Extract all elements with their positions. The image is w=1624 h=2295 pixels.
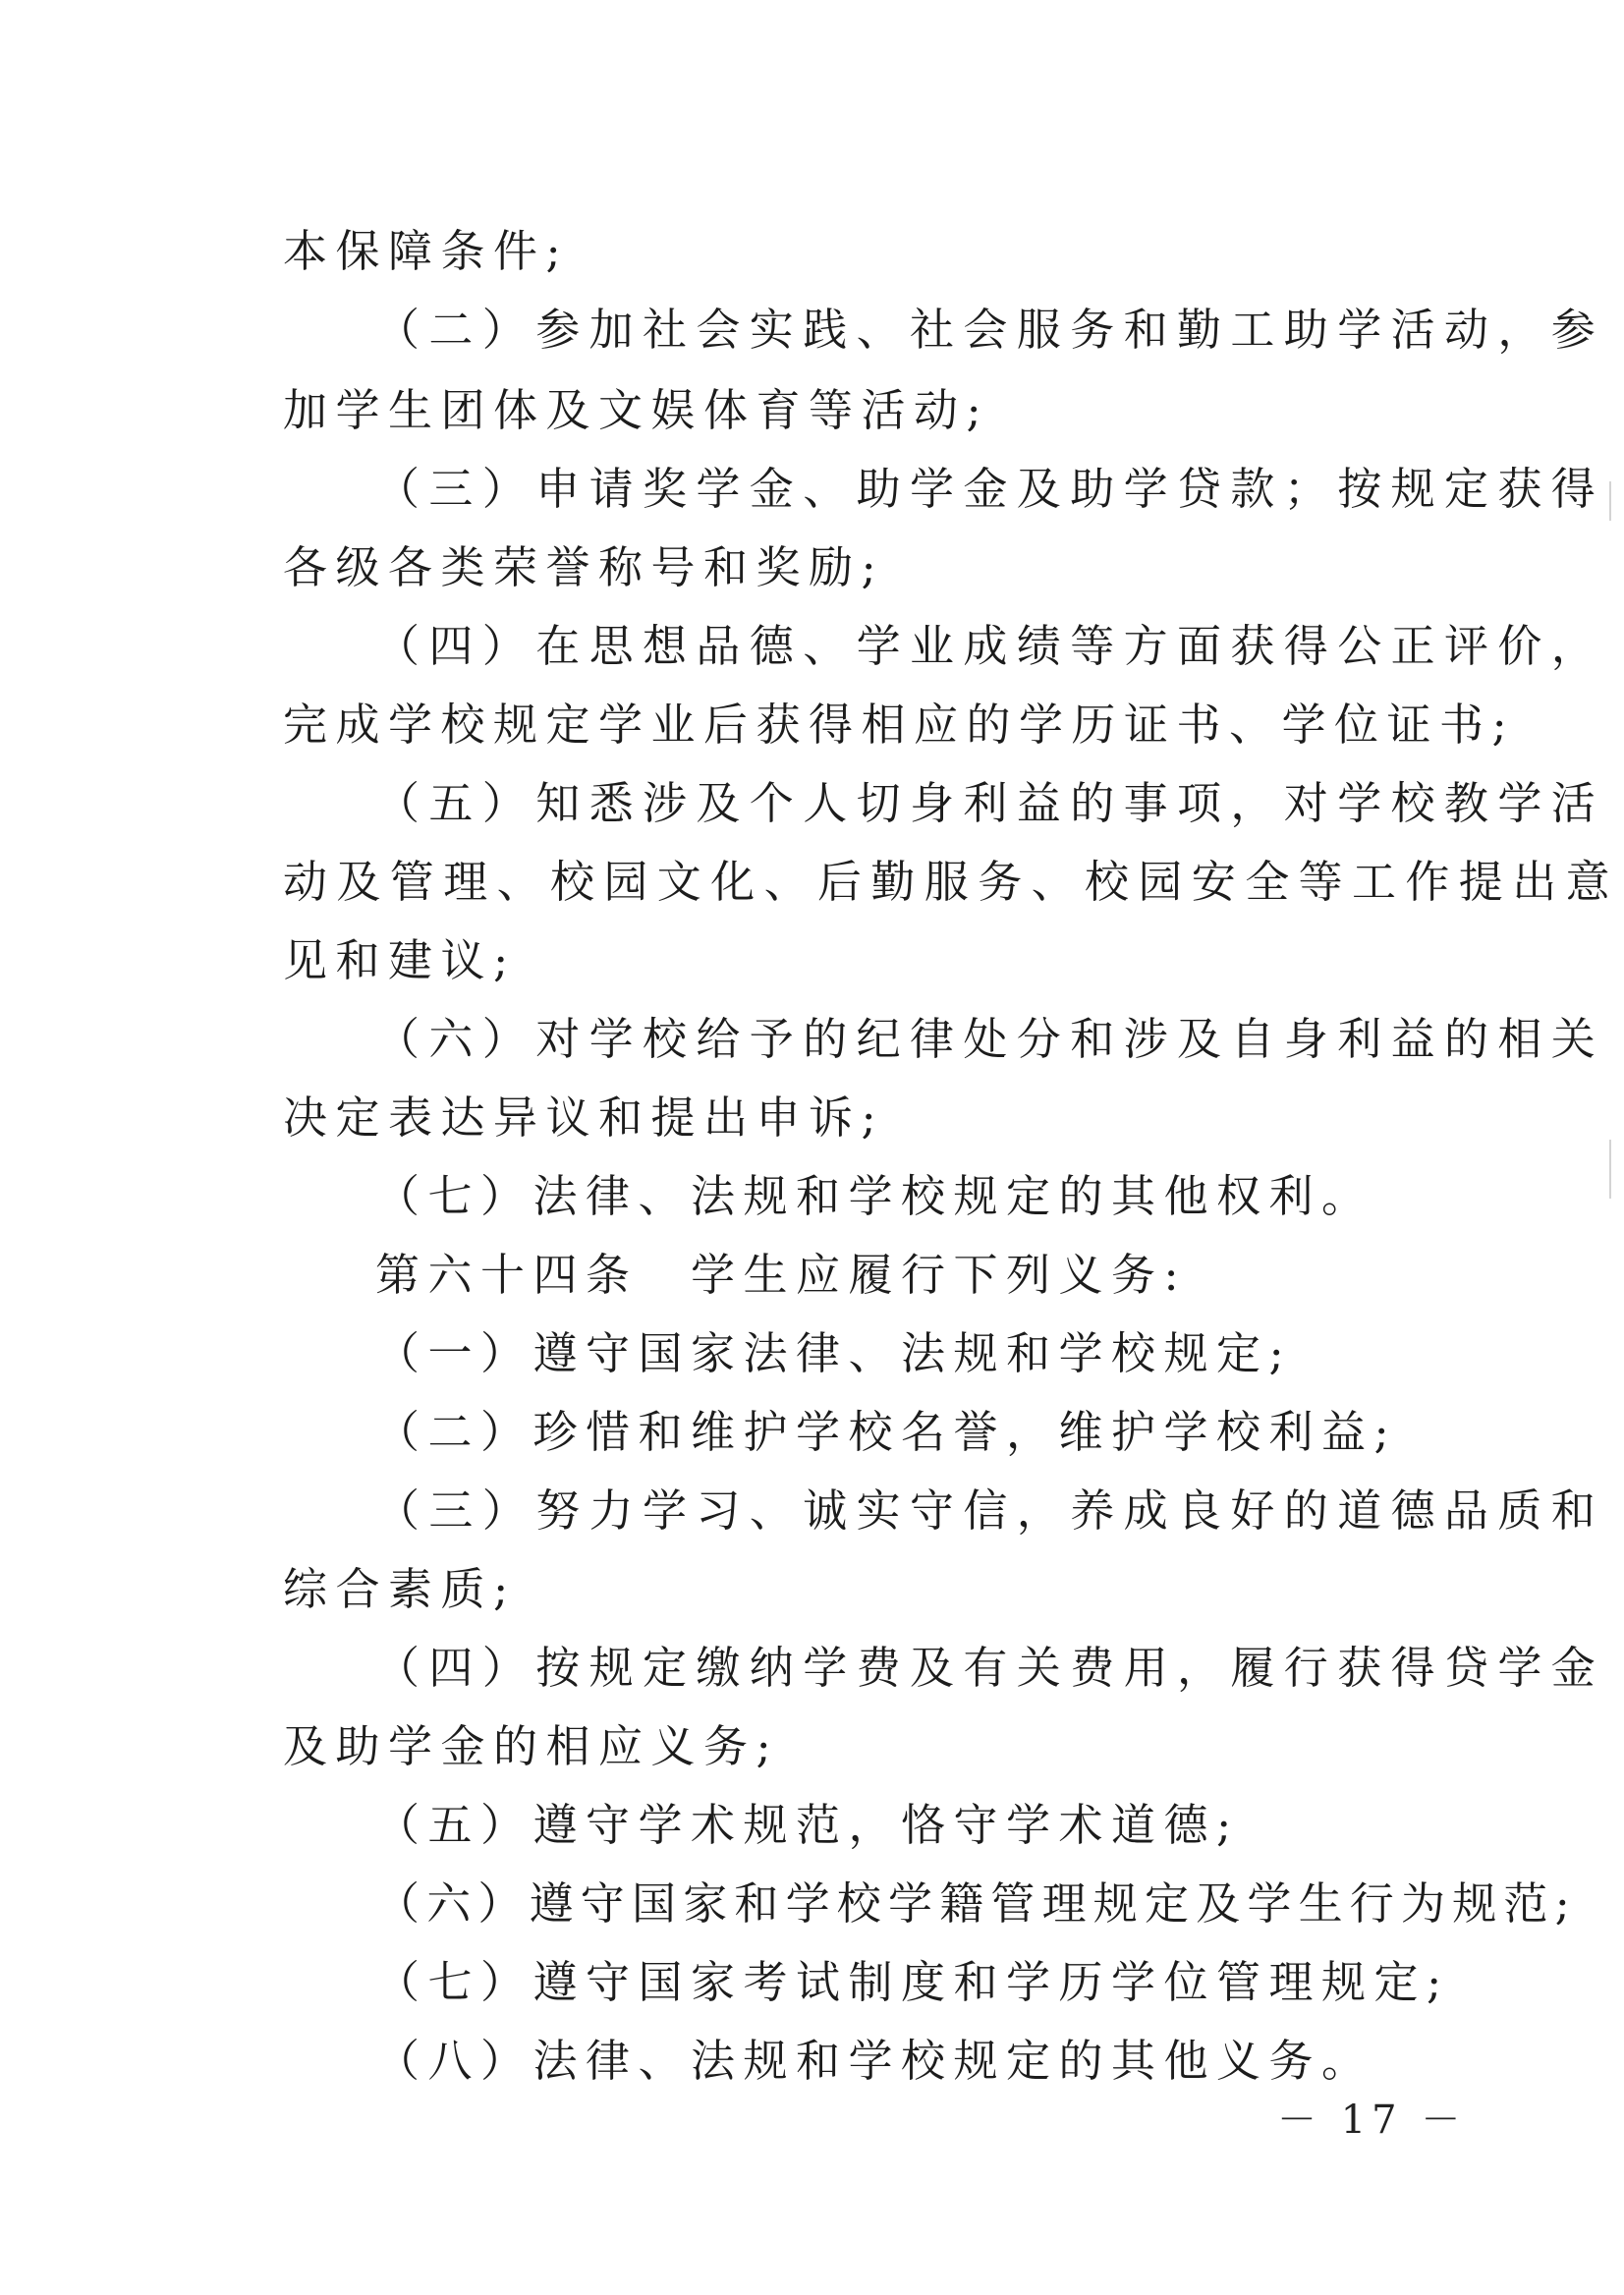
text-line: 决定表达异议和提出申诉; [283,1092,885,1144]
scan-edge-mark [1609,1140,1611,1199]
article-heading: 第六十四条 学生应履行下列义务: [375,1249,1188,1301]
text-line: 及助学金的相应义务; [283,1720,780,1772]
text-line: （三）努力学习、诚实守信，养成良好的道德品质和 [375,1484,1605,1537]
scan-edge-mark [1609,481,1611,521]
text-line: （五）遵守学术规范，恪守学术道德; [375,1799,1240,1851]
text-line: （一）遵守国家法律、法规和学校规定; [375,1327,1293,1379]
text-line: 各级各类荣誉称号和奖励; [283,541,885,593]
text-line: 加学生团体及文娱体育等活动; [283,384,990,436]
text-line: （六）对学校给予的纪律处分和涉及自身利益的相关 [375,1013,1605,1065]
text-line: （四）按规定缴纳学费及有关费用，履行获得贷学金 [375,1642,1605,1694]
text-line: 完成学校规定学业后获得相应的学历证书、学位证书; [283,699,1516,751]
text-line: （六）遵守国家和学校学籍管理规定及学生行为规范; [375,1877,1577,1930]
text-line: （三）申请奖学金、助学金及助学贷款；按规定获得 [375,463,1605,515]
text-line: （七）遵守国家考试制度和学历学位管理规定; [375,1956,1450,2008]
text-line: （二）参加社会实践、社会服务和勤工助学活动，参 [375,304,1605,356]
page-number: － 17 － [1277,2098,1467,2143]
text-line: 本保障条件; [283,225,570,277]
text-line: （二）珍惜和维护学校名誉，维护学校利益; [375,1406,1398,1458]
text-line: （七）法律、法规和学校规定的其他权利。 [375,1170,1374,1222]
text-line: （五）知悉涉及个人切身利益的事项，对学校教学活 [375,777,1605,829]
text-line: 见和建议; [283,934,517,986]
text-line: 综合素质; [283,1563,517,1615]
text-line: （四）在思想品德、学业成绩等方面获得公正评价， [375,620,1605,672]
text-line: （八）法律、法规和学校规定的其他义务。 [375,2035,1374,2087]
text-line: 动及管理、校园文化、后勤服务、校园安全等工作提出意 [283,856,1620,908]
